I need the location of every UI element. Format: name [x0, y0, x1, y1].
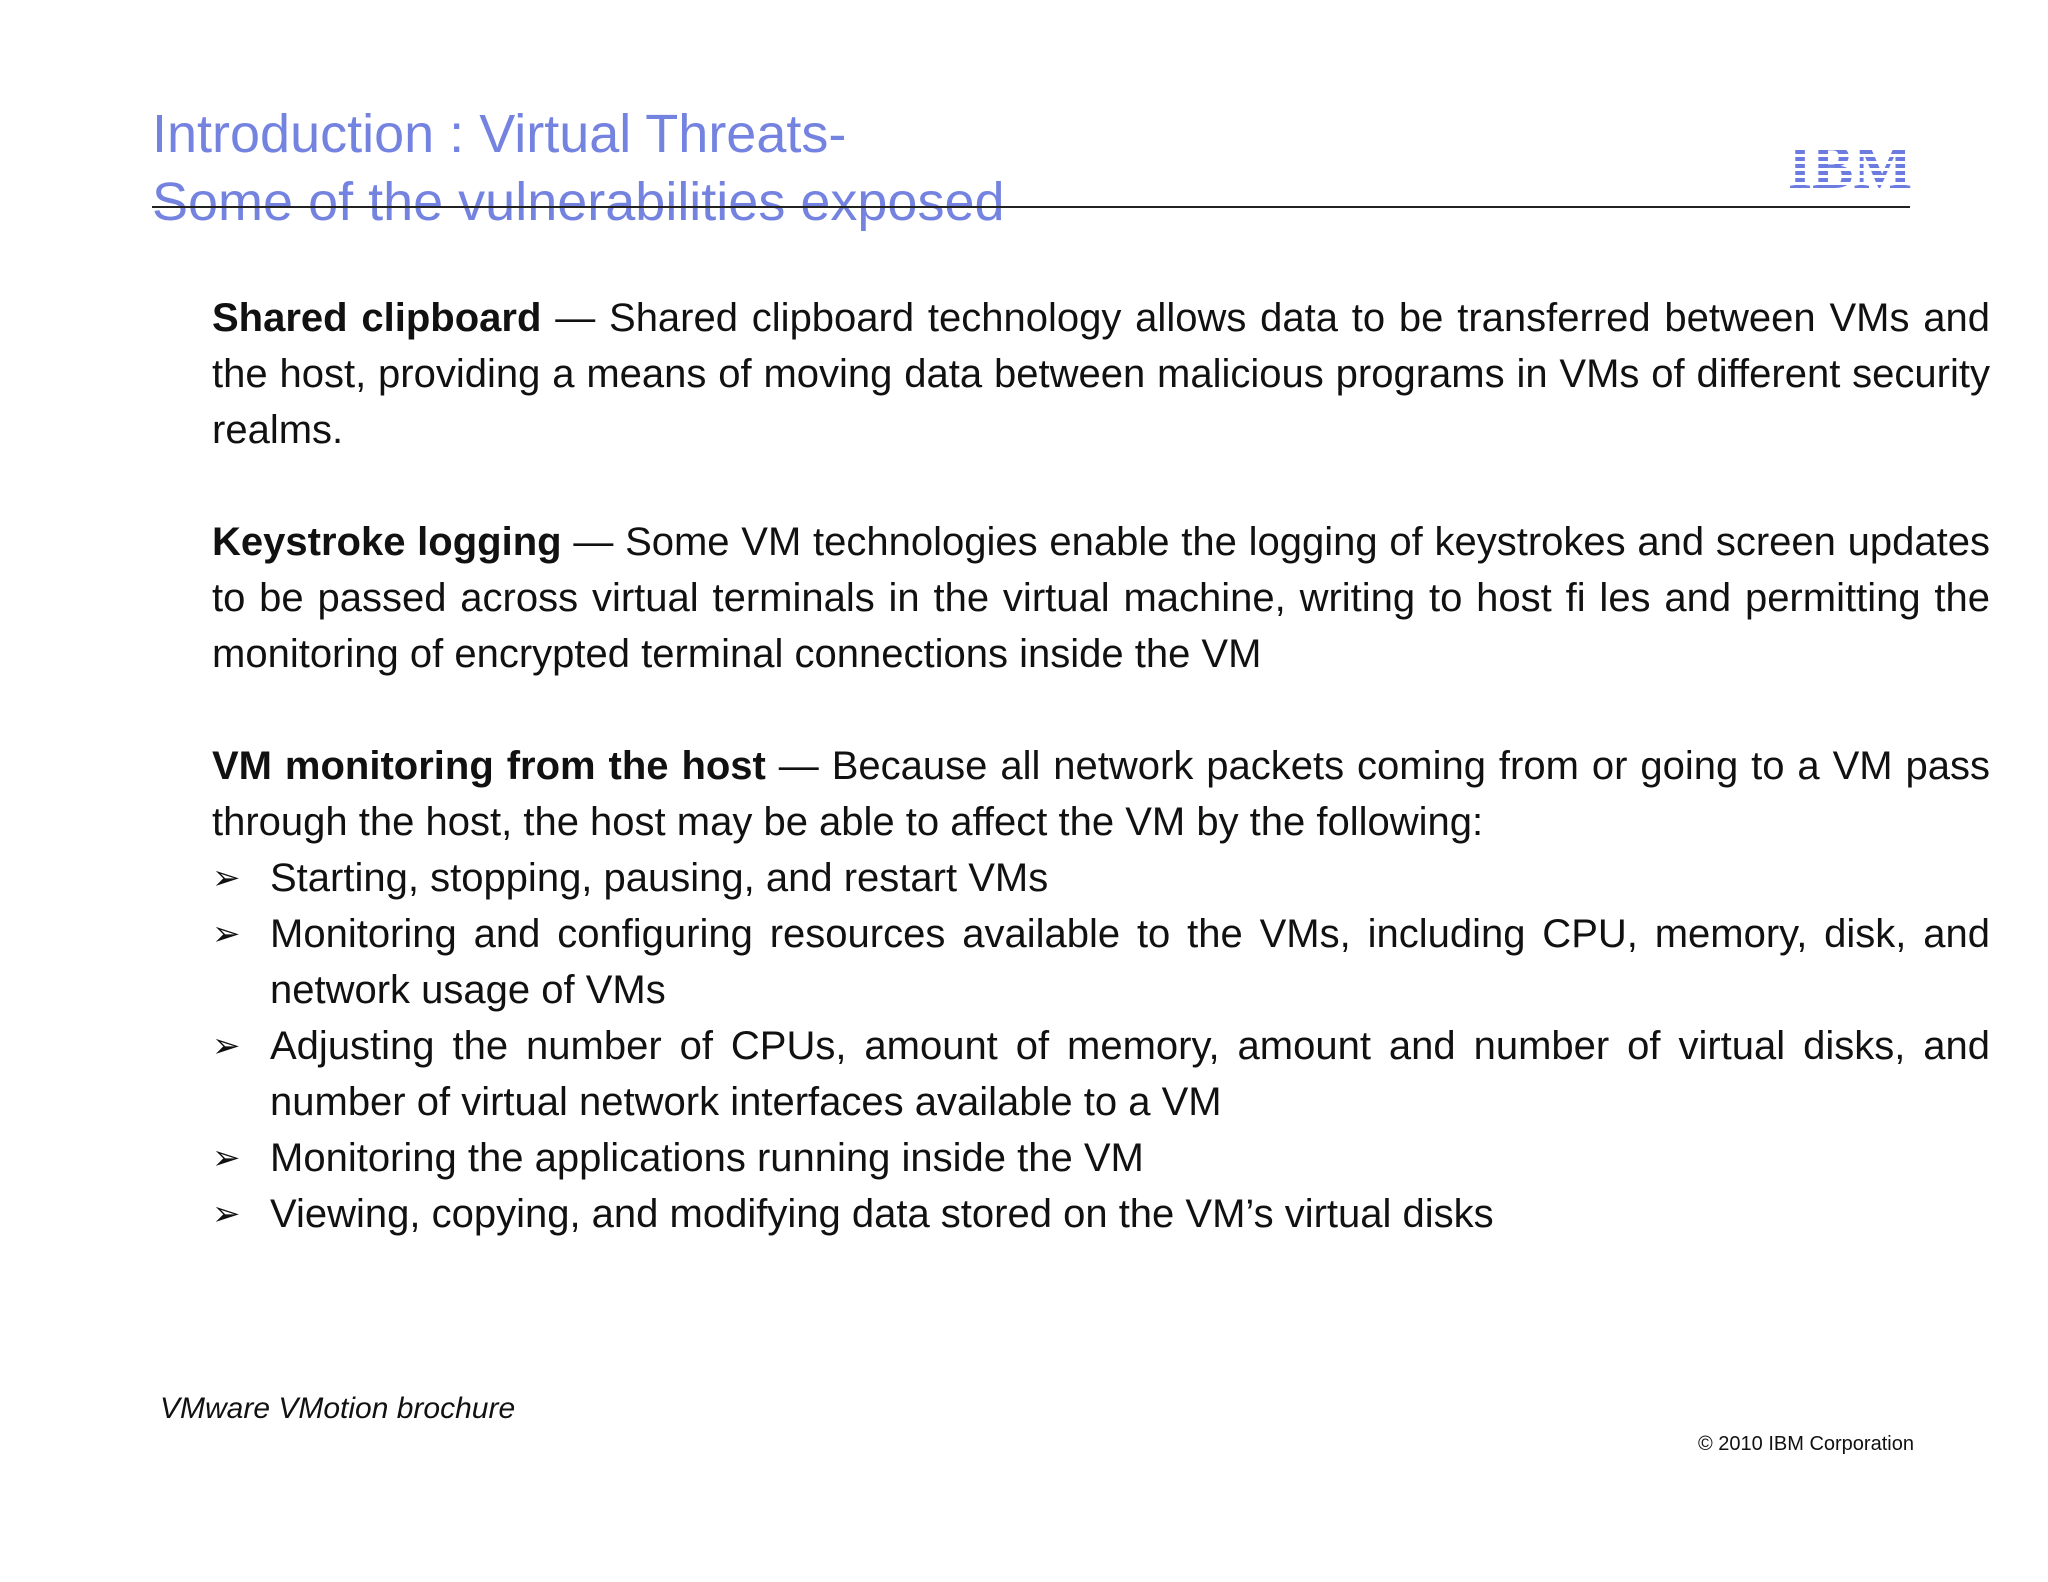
list-item-text: Monitoring the applications running inside the VM	[270, 1136, 1144, 1180]
list-item-text: Monitoring and configuring resources available to the VMs, including CPU, memory, disk, and network usage of VMs	[270, 912, 1990, 1012]
paragraph-vm-monitoring	[212, 738, 1990, 850]
paragraph-body: — Some VM technologies enable the logging of keystrokes and screen updates to be passed across virtual terminals in the virtual machine, writing to host fi les and permitting the monitoring of encrypted terminal connections inside the VM	[212, 520, 1990, 676]
arrowhead-bullet-icon: ➢	[212, 1139, 241, 1177]
list-item	[212, 850, 1990, 906]
list-item-text: Viewing, copying, and modifying data stored on the VM’s virtual disks	[270, 1192, 1494, 1236]
paragraph-body: — Shared clipboard technology allows data to be transferred between VMs and the host, providing a means of moving data between malicious programs in VMs of different security realms.	[212, 296, 1990, 452]
arrowhead-bullet-icon: ➢	[212, 1195, 241, 1233]
title-line-2: Some of the vulnerabilities exposed	[152, 172, 1005, 232]
paragraph-heading: VM monitoring from the host	[212, 744, 766, 788]
paragraph-heading: Shared clipboard	[212, 296, 542, 340]
list-item	[212, 906, 1990, 1018]
title-divider	[152, 206, 1910, 208]
paragraph-heading: Keystroke logging	[212, 520, 562, 564]
slide-title	[152, 100, 1005, 236]
source-note: VMware VMotion brochure	[160, 1392, 516, 1425]
paragraph-shared-clipboard	[212, 290, 1990, 458]
list-item	[212, 1186, 1990, 1242]
arrowhead-bullet-icon: ➢	[212, 1027, 241, 1065]
paragraph-body: — Because all network packets coming from or going to a VM pass through the host, the host may be able to affect the VM by the following:	[212, 744, 1990, 844]
ibm-logo	[1788, 136, 1912, 192]
list-item	[212, 1130, 1990, 1186]
list-item-text: Starting, stopping, pausing, and restart VMs	[270, 856, 1049, 900]
arrowhead-bullet-icon: ➢	[212, 915, 241, 953]
list-item-text: Adjusting the number of CPUs, amount of memory, amount and number of virtual disks, and number of virtual network interfaces available to a VM	[270, 1024, 1990, 1124]
bullet-list	[212, 850, 1990, 1242]
title-line-1: Introduction : Virtual Threats-	[152, 104, 847, 164]
paragraph-keystroke-logging	[212, 514, 1990, 682]
arrowhead-bullet-icon: ➢	[212, 859, 241, 897]
slide-body	[212, 290, 1990, 1242]
copyright-notice: © 2010 IBM Corporation	[1698, 1433, 1914, 1455]
list-item	[212, 1018, 1990, 1130]
